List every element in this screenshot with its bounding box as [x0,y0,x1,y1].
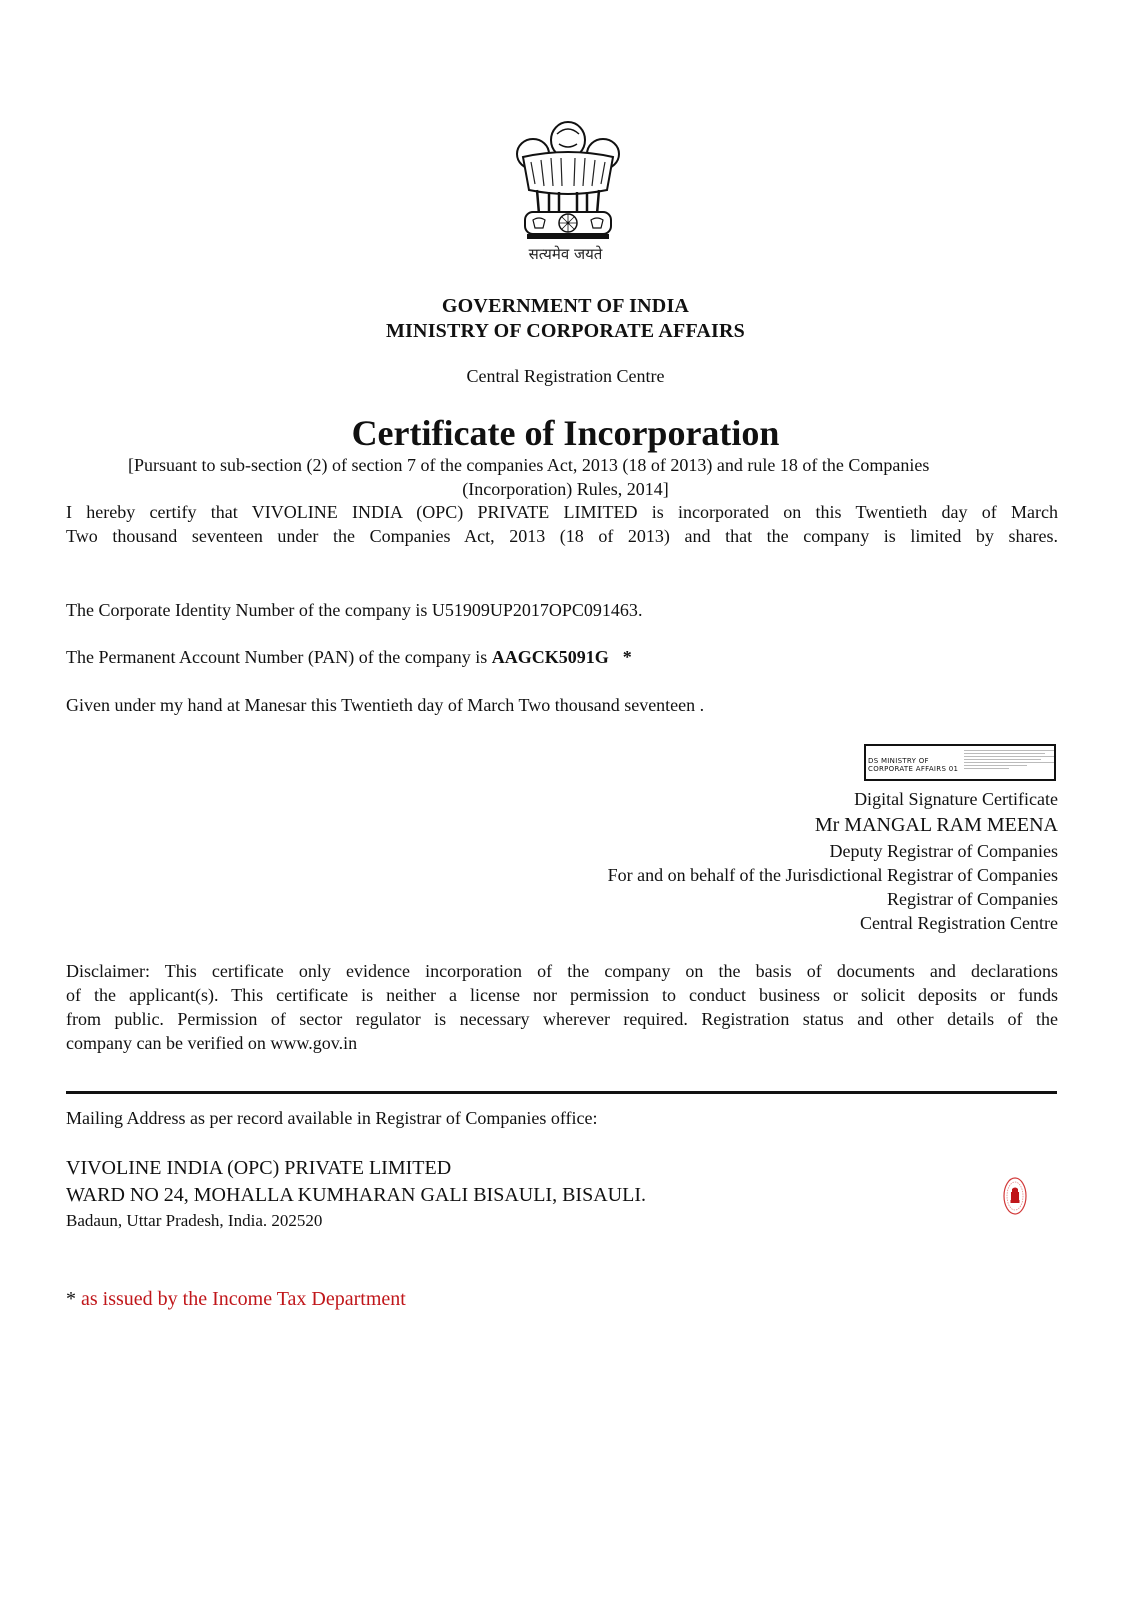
mailing-company: VIVOLINE INDIA (OPC) PRIVATE LIMITED [66,1157,452,1179]
signatory-designation: Deputy Registrar of Companies [829,841,1058,861]
digital-signature-stamp[interactable] [864,744,1056,781]
dsc-fine-print [964,748,1054,779]
dsc-label-line1: DS MINISTRY OF [868,757,929,765]
footnote-marker: * [66,1288,76,1310]
state-emblem-icon [503,112,633,242]
disclaimer-line2: of the applicant(s). This certificate is neither a license nor permission to conduct business or solicit deposits or funds [66,985,1058,1005]
cin-statement [66,600,642,621]
cin-value: U51909UP2017OPC091463 [431,600,638,620]
office-name: Central Registration Centre [466,366,665,386]
disclaimer-line1: Disclaimer: This certificate only evidence incorporation of the company on the basis of documents and declarations [66,961,1058,981]
pan-label: The Permanent Account Number (PAN) of the company is [66,647,492,667]
pursuant-clause-line2: (Incorporation) Rules, 2014] [462,479,669,499]
mailing-heading: Mailing Address as per record available in Registrar of Companies office: [66,1108,598,1128]
pan-footnote-marker: * [622,647,632,667]
pan-value: AAGCK5091G [491,647,609,667]
signatory-centre: Central Registration Centre [860,913,1058,933]
signatory-name: Mr MANGAL RAM MEENA [814,814,1058,836]
given-statement: Given under my hand at Manesar this Twentieth day of March Two thousand seventeen . [66,695,705,715]
mailing-address-line2: Badaun, Uttar Pradesh, India. 202520 [66,1211,323,1230]
ministry-seal-icon [1003,1177,1027,1215]
pursuant-clause-line1: [Pursuant to sub-section (2) of section 7 of the companies Act, 2013 (18 of 2013) and rule 18 of the Companies [128,455,930,475]
certification-line2: Two thousand seventeen under the Companies Act, 2013 (18 of 2013) and that the company is limited by shares. [66,526,1058,546]
cin-label: The Corporate Identity Number of the company is [66,600,432,620]
pan-footnote [66,1288,406,1311]
national-motto: सत्यमेव जयते [528,245,603,263]
footnote-text: as issued by the Income Tax Department [76,1288,406,1310]
cin-period: . [637,600,643,620]
dsc-stamp-label [868,757,958,773]
mailing-address-line1: WARD NO 24, MOHALLA KUMHARAN GALI BISAULI, BISAULI. [66,1184,646,1206]
certificate-title: Certificate of Incorporation [351,413,780,453]
pan-statement [66,647,632,668]
dsc-title: Digital Signature Certificate [854,789,1058,809]
disclaimer-line3: from public. Permission of sector regulator is necessary wherever required. Registration status and other details of the [66,1009,1058,1029]
government-heading: GOVERNMENT OF INDIA [441,295,690,317]
divider [66,1091,1057,1094]
certification-line1: I hereby certify that VIVOLINE INDIA (OPC) PRIVATE LIMITED is incorporated on this Twentieth day of March [66,502,1058,522]
disclaimer-line4: company can be verified on www.gov.in [66,1033,358,1053]
signatory-on-behalf: For and on behalf of the Jurisdictional Registrar of Companies [607,865,1058,885]
ministry-heading: MINISTRY OF CORPORATE AFFAIRS [385,320,745,342]
signatory-registrar: Registrar of Companies [887,889,1058,909]
dsc-label-line2: CORPORATE AFFAIRS 01 [868,765,959,773]
